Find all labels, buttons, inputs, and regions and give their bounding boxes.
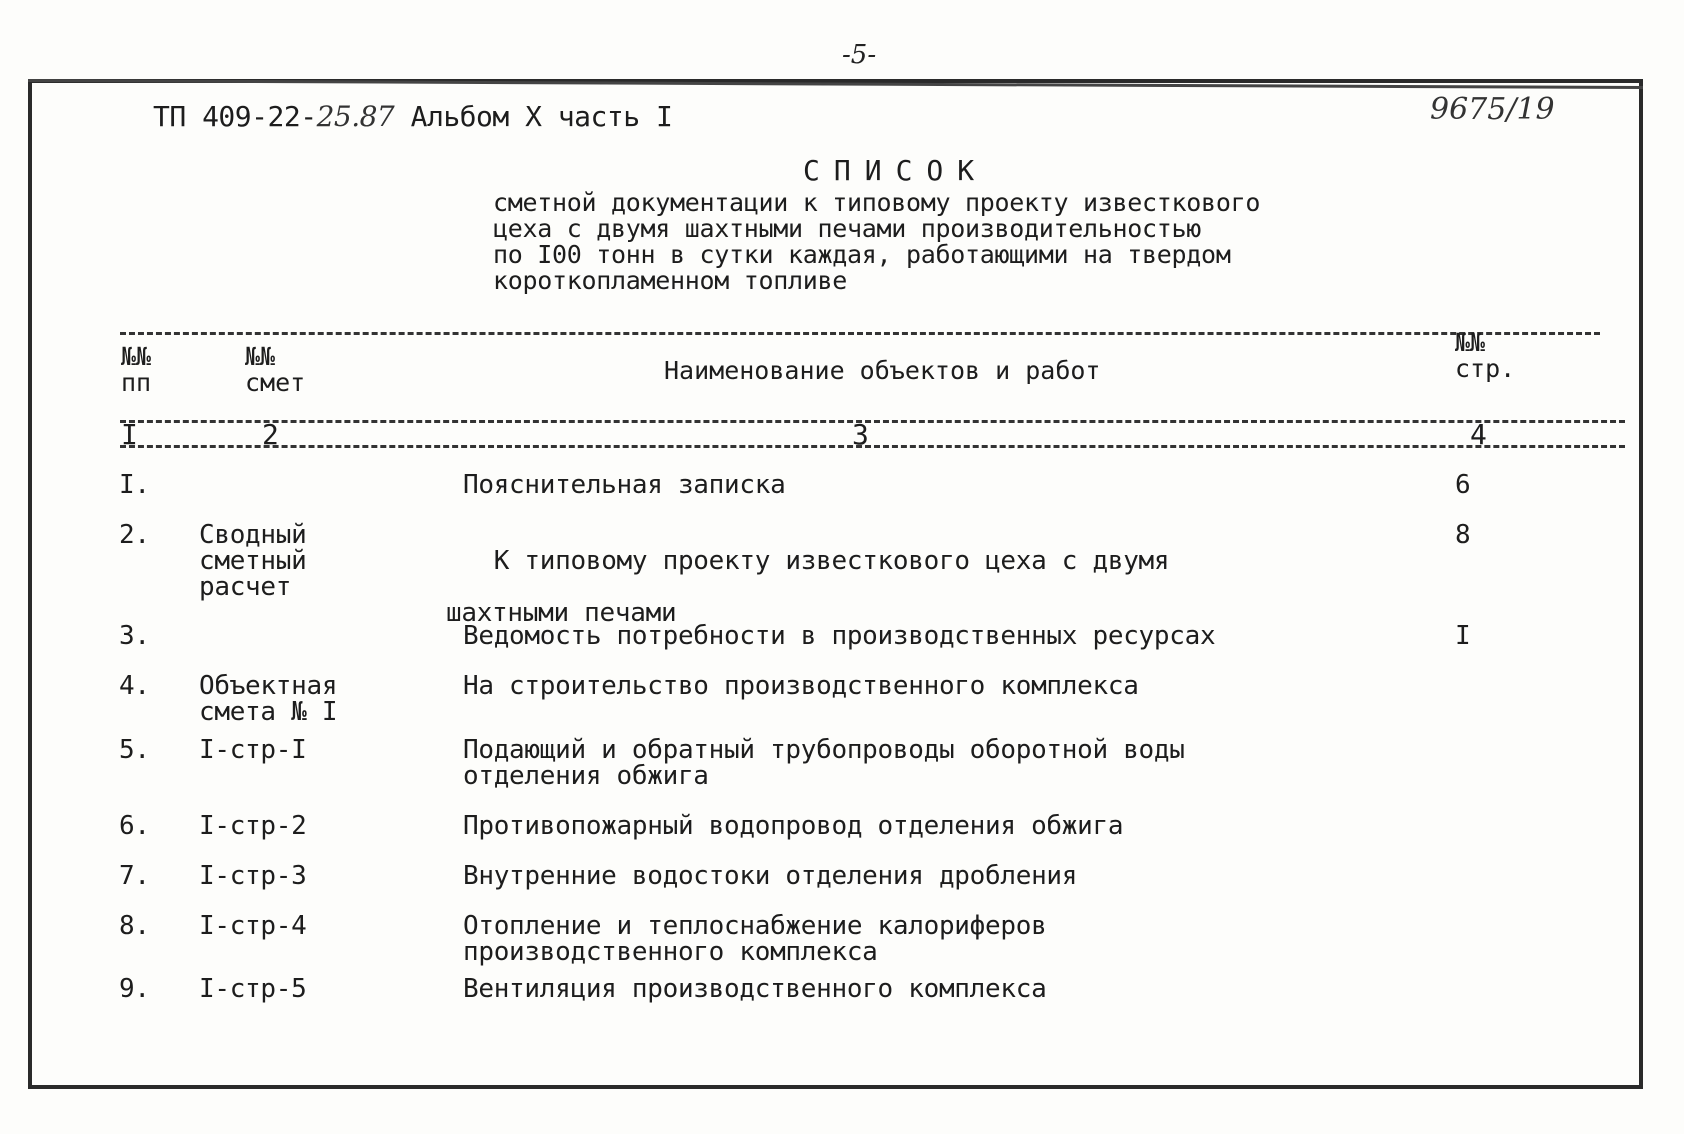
code-handwritten: 25.87 bbox=[316, 100, 395, 133]
row-7-code: I-стр-3 bbox=[199, 861, 307, 891]
row-5-code: I-стр-I bbox=[199, 735, 307, 765]
row-4-number: 4. bbox=[119, 671, 150, 701]
column-number-4: 4 bbox=[1470, 418, 1487, 451]
document-subtitle: сметной документации к типовому проекту известкового цеха с двумя шахтными печами производительностью по I00 тонн в сутки каждая, работающими на твердом короткопламенном топливе bbox=[493, 188, 1261, 295]
row-9-name: Вентиляция производственного комплекса bbox=[463, 974, 1047, 1004]
column-numbers-rule bbox=[120, 445, 1625, 448]
row-5-number: 5. bbox=[119, 735, 150, 765]
row-7-name: Внутренние водостоки отделения дробления bbox=[463, 861, 1078, 891]
row-3-page: I bbox=[1455, 621, 1471, 651]
row-1-page: 6 bbox=[1455, 470, 1471, 500]
header-bottom-rule bbox=[120, 420, 1625, 423]
row-8-code: I-стр-4 bbox=[199, 911, 307, 941]
row-5-name: Подающий и обратный трубопроводы оборотной воды отделения обжига bbox=[463, 735, 1185, 791]
page-number: -5- bbox=[842, 40, 877, 70]
album-label: Альбом X часть I bbox=[410, 100, 673, 133]
row-6-code: I-стр-2 bbox=[199, 811, 307, 841]
header-col-name: Наименование объектов и работ bbox=[664, 356, 1101, 385]
row-2-name-cont: шахтными печами bbox=[446, 598, 677, 628]
header-col-estimate: №№ смет bbox=[245, 342, 306, 397]
row-4-name: На строительство производственного комплекса bbox=[463, 671, 1139, 701]
document-code bbox=[153, 100, 672, 133]
row-3-number: 3. bbox=[119, 621, 150, 651]
document-title: СПИСОК bbox=[803, 154, 989, 187]
row-1-name: Пояснительная записка bbox=[463, 470, 786, 500]
row-2-code: Сводный сметный расчет bbox=[199, 520, 307, 602]
header-col-page: №№ стр. bbox=[1455, 328, 1516, 383]
row-9-number: 9. bbox=[119, 974, 150, 1004]
column-number-3: 3 bbox=[852, 418, 869, 451]
row-2-page: 8 bbox=[1455, 520, 1471, 550]
row-6-name: Противопожарный водопровод отделения обжига bbox=[463, 811, 1124, 841]
row-1-number: I. bbox=[119, 470, 150, 500]
header-col-number: №№ пп bbox=[121, 342, 152, 397]
column-number-2: 2 bbox=[262, 418, 279, 451]
column-number-1: I bbox=[121, 418, 138, 451]
row-2-name-first: К типовому проекту известкового цеха с двумя bbox=[493, 546, 1170, 576]
row-3-name: Ведомость потребности в производственных ресурсах bbox=[463, 621, 1216, 651]
row-7-number: 7. bbox=[119, 861, 150, 891]
row-2-number: 2. bbox=[119, 520, 150, 550]
row-9-code: I-стр-5 bbox=[199, 974, 307, 1004]
row-8-name: Отопление и теплоснабжение калориферов производственного комплекса bbox=[463, 911, 1047, 967]
row-6-number: 6. bbox=[119, 811, 150, 841]
code-prefix: ТП 409-22- bbox=[153, 100, 317, 133]
reference-number: 9675/19 bbox=[1430, 92, 1555, 127]
row-8-number: 8. bbox=[119, 911, 150, 941]
row-4-code: Объектная смета № I bbox=[199, 671, 338, 727]
table-top-rule bbox=[120, 332, 1600, 335]
